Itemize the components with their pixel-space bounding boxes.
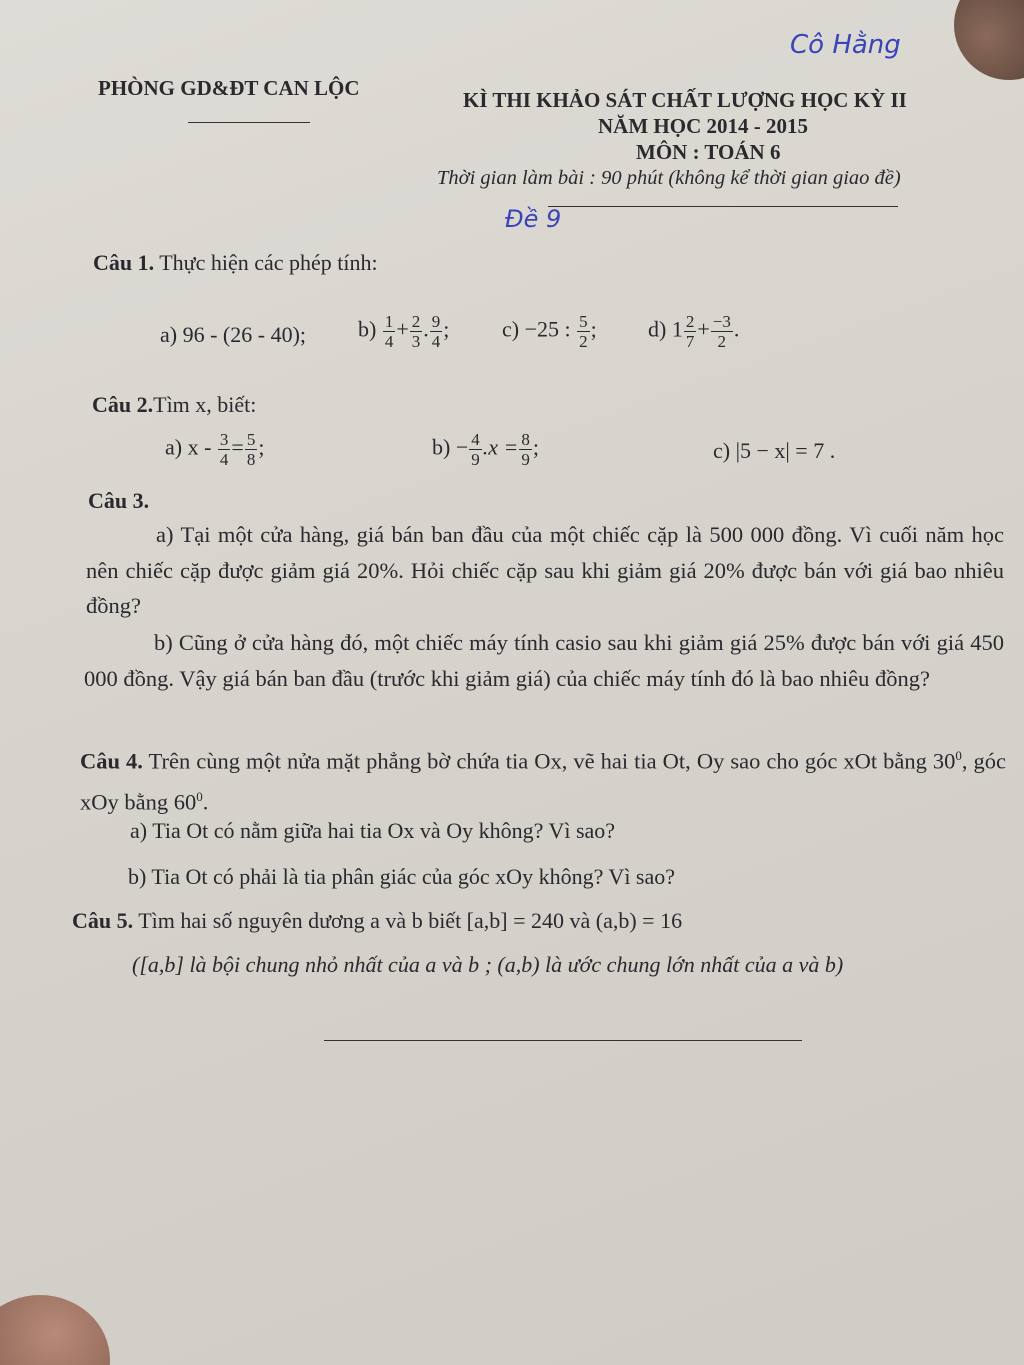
exam-title: KÌ THI KHẢO SÁT CHẤT LƯỢNG HỌC KỲ II [463,88,907,112]
question-2c: c) |5 − x| = 7 . [713,438,836,463]
fraction: $\frac{5}{8}$ [246,430,256,469]
handwritten-exam-code: Đề 9 [505,205,562,233]
school-year: NĂM HỌC 2014 - 2015 [598,114,808,138]
question-5-note: ([a,b] là bội chung nhỏ nhất của a và b ; (a,b) là ước chung lớn nhất của a và b) [132,952,844,977]
question-5-text: Câu 5. Tìm hai số nguyên dương a và b biết [a,b] = 240 và (a,b) = 16 [72,908,683,933]
subject: MÔN : TOÁN 6 [636,140,781,164]
handwritten-teacher-name: Cô Hằng [790,30,901,60]
question-4-text: Câu 4. Trên cùng một nửa mặt phẳng bờ chứa tia Ox, vẽ hai tia Ot, Oy sao cho góc xOt bằng $30^0$, góc xOy bằng $60^0$. [80,748,1007,815]
fraction: $\frac{-3}{2}$ [712,312,731,351]
duration-underline [548,206,898,207]
fraction: $\frac{5}{2}$ [579,312,588,351]
question-3a: a) Tại một cửa hàng, giá bán ban đầu của một chiếc cặp là 500 000 đồng. Vì cuối năm học nên chiếc cặp được giảm giá 20%. Hỏi chiếc cặp sau khi giảm giá 20% được bán với giá bao nhiêu đồng? [86,522,1004,618]
finger-bottom-left [0,1295,110,1365]
question-4-label: Câu 4. [80,748,143,774]
question-5-label: Câu 5. [72,908,134,933]
question-2a: a) x - $\frac{3}{4}$ = $\frac{5}{8}$ ; [165,430,265,469]
question-1a: a) 96 - (26 - 40); [160,322,307,347]
question-4b: b) Tia Ot có phải là tia phân giác của góc xOy không? Vì sao? [128,864,676,889]
question-3b: b) Cũng ở cửa hàng đó, một chiếc máy tính casio sau khi giảm giá 25% được bán với giá 450 000 đồng. Vậy giá bán ban đầu (trước khi giảm giá) của chiếc máy tính đó là bao nhiêu đồng? [84,630,1004,691]
question-2-header [92,392,256,418]
question-1d: d) 1 $\frac{2}{7}$ + $\frac{-3}{2}$ . [648,312,740,351]
question-2-label: Câu 2. [92,392,154,417]
question-1c: c) −25 : $\frac{5}{2}$ ; [502,312,597,351]
department-name: PHÒNG GD&ĐT CAN LỘC [98,76,360,100]
question-2b: b) − $\frac{4}{9}$ .x = $\frac{8}{9}$ ; [432,430,539,469]
fraction: $\frac{3}{4}$ [219,430,229,469]
question-4a: a) Tia Ot có nằm giữa hai tia Ox và Oy không? Vì sao? [130,818,616,843]
fraction: $\frac{2}{7}$ [685,312,695,351]
fraction: $\frac{2}{3}$ [411,312,421,351]
fraction: $\frac{9}{4}$ [431,312,441,351]
question-1-header [93,250,378,276]
exam-duration: Thời gian làm bài : 90 phút (không kể thời gian giao đề) [437,167,901,189]
end-line [324,1040,802,1041]
question-3-label: Câu 3. [88,488,150,513]
fraction: $\frac{1}{4}$ [384,312,394,351]
question-1-prompt: Thực hiện các phép tính: [159,250,378,275]
fraction: $\frac{4}{9}$ [471,430,480,469]
question-2-prompt: Tìm x, biết: [153,392,257,417]
finger-top-right [954,0,1024,80]
question-1b: b) $\frac{1}{4}$ + $\frac{2}{3}$ . $\frac{9}{4}$ ; [358,312,450,351]
fraction: $\frac{8}{9}$ [521,430,530,469]
department-underline [188,122,310,123]
question-1-label: Câu 1. [93,250,155,275]
